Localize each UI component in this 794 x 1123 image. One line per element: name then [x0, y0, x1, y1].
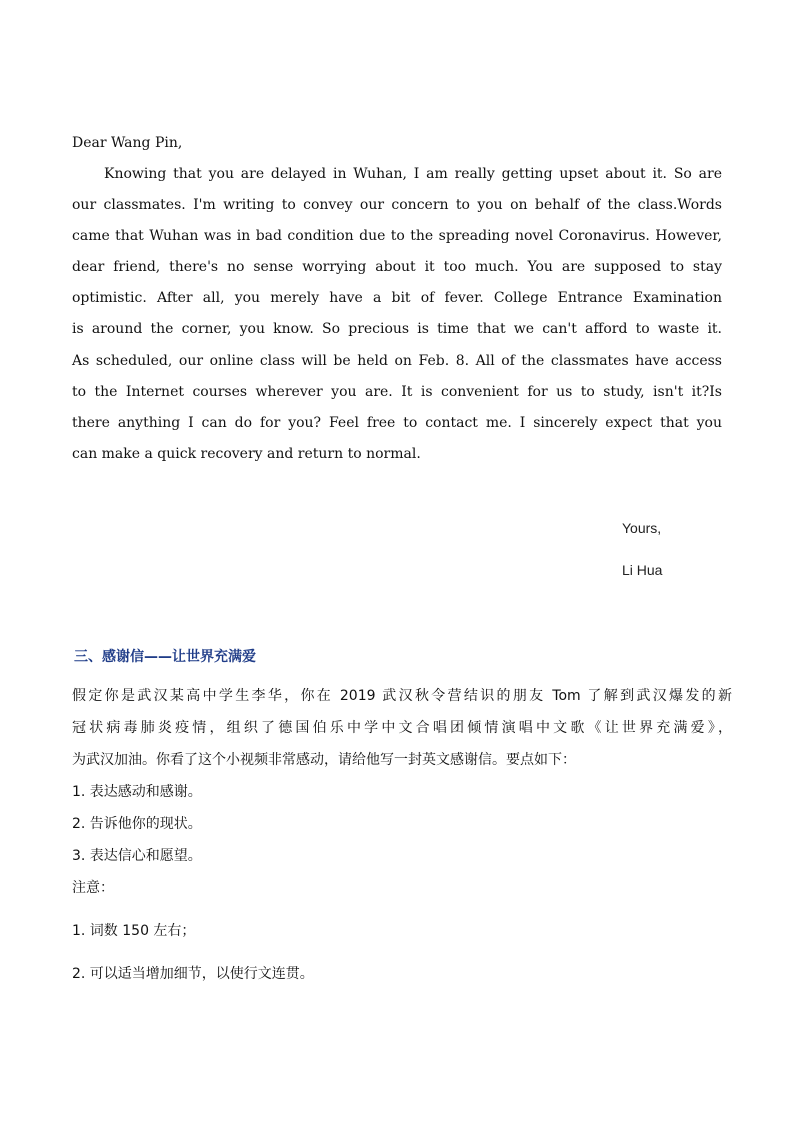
note-item: 1. 词数 150 左右； — [72, 923, 196, 939]
letter-line: to the Internet courses wherever you are. It is convenient for us to study, isn't it?Is — [72, 383, 722, 400]
letter-signature: Li Hua — [622, 562, 663, 578]
writing-task — [72, 680, 732, 991]
task-prompt-line: 假定你是武汉某高中学生李华，你在 2019 武汉秋令营结识的朋友 Tom 了解到武汉爆发的新 — [72, 688, 732, 704]
task-notes — [72, 872, 732, 991]
letter-line: came that Wuhan was in bad condition due to the spreading novel Coronavirus. However, — [72, 228, 722, 245]
task-prompt-line: 冠状病毒肺炎疫情，组织了德国伯乐中学中文合唱团倾情演唱中文歌《让世界充满爱》， — [72, 720, 732, 736]
section-heading: 三、感谢信——让世界充满爱 — [74, 649, 256, 665]
letter-line: there anything I can do for you? Feel free to contact me. I sincerely expect that you — [72, 414, 722, 431]
letter-line: is around the corner, you know. So precious is time that we can't afford to waste it. — [72, 321, 722, 338]
task-point: 3. 表达信心和愿望。 — [72, 848, 202, 864]
letter-line: dear friend, there's no sense worrying about it too much. You are supposed to stay — [72, 259, 722, 276]
sample-letter — [72, 128, 722, 470]
letter-line: optimistic. After all, you merely have a bit of fever. College Entrance Examination — [72, 290, 722, 307]
letter-salutation: Dear Wang Pin, — [72, 135, 183, 151]
letter-closing: Yours, — [622, 520, 662, 536]
letter-line: our classmates. I'm writing to convey our concern to you on behalf of the class.Words — [72, 197, 722, 214]
task-point: 1. 表达感动和感谢。 — [72, 784, 202, 800]
task-point: 2. 告诉他你的现状。 — [72, 816, 202, 832]
letter-closing-block — [622, 518, 662, 580]
letter-line: can make a quick recovery and return to normal. — [72, 445, 421, 462]
note-item: 2. 可以适当增加细节，以使行文连贯。 — [72, 966, 314, 982]
letter-body — [72, 159, 722, 470]
task-prompt-line: 为武汉加油。你看了这个小视频非常感动，请给他写一封英文感谢信。要点如下： — [72, 752, 576, 768]
letter-line: As scheduled, our online class will be held on Feb. 8. All of the classmates have access — [72, 352, 722, 369]
letter-line: Knowing that you are delayed in Wuhan, I am really getting upset about it. So are — [104, 166, 722, 182]
notes-label: 注意： — [72, 880, 114, 896]
